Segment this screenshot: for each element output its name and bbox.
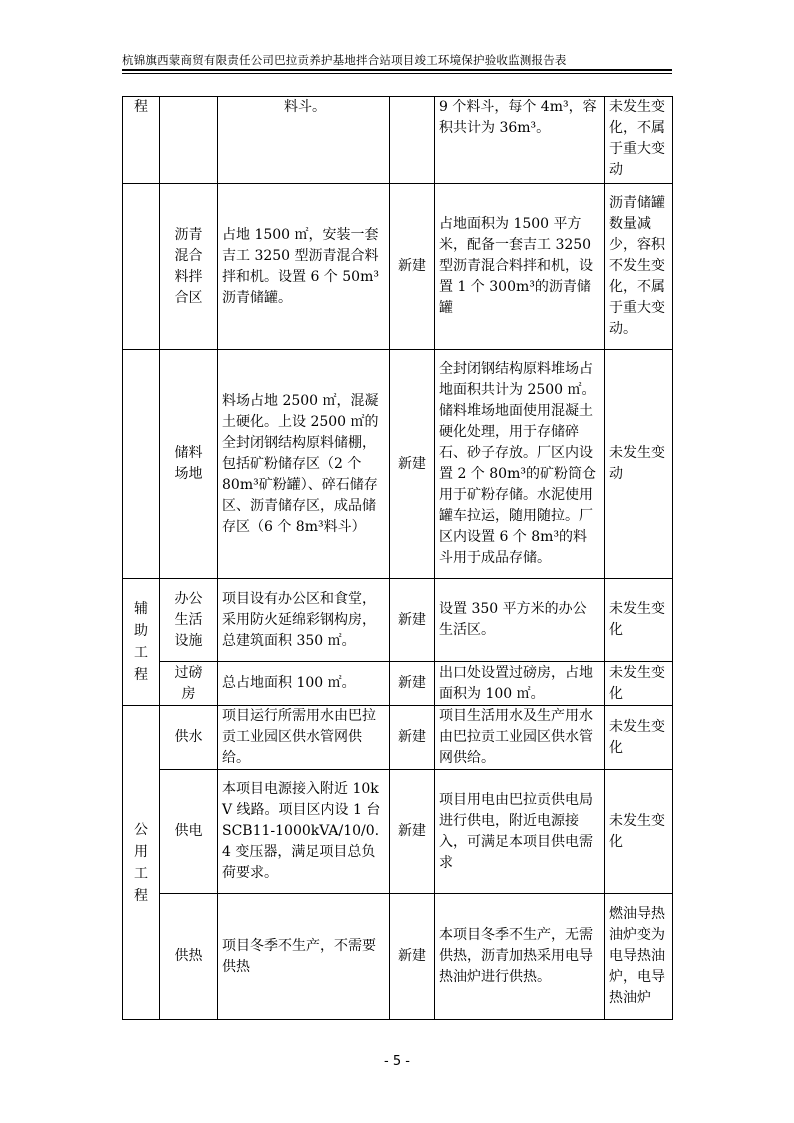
item-name-cell: 供水 [160,706,218,770]
table-row [123,894,673,1020]
item-name-cell [160,184,218,350]
page-number: - 5 - [384,1054,410,1069]
change-status-cell: 沥青储罐数量减少，容积不发生变化，不属于重大变动。 [605,184,673,350]
header-rule-thin [122,73,672,74]
construction-type-cell: 新建 [390,350,435,579]
item-name: 办公生活设施 [174,590,203,649]
group-label: 程 [134,99,148,115]
actual-content-cell: 项目生活用水及生产用水由巴拉贡工业园区供水管网供给。 [435,706,605,770]
actual-content-cell: 出口处设置过磅房，占地面积为 100 ㎡。 [435,662,605,706]
table-row [123,662,673,706]
change-status-cell: 未发生变化 [605,706,673,770]
group-cell-main-engineering-cont [123,184,160,350]
construction-type-cell: 新建 [390,770,435,894]
item-name-cell [160,97,218,184]
report-header-title: 杭锦旗西蒙商贸有限责任公司巴拉贡养护基地拌合站项目竣工环境保护验收监测报告表 [122,53,567,67]
item-name: 过磅房 [174,664,203,702]
actual-content-cell: 本项目冬季不生产，无需供热，沥青加热采用电导热油炉进行供热。 [435,894,605,1020]
group-cell-main-engineering [123,97,160,184]
construction-type-cell [390,97,435,184]
actual-content-cell: 占地面积为 1500 平方米，配备一套吉工 3250 型沥青混合料拌和机，设置 1 个 300m³的沥青储罐 [435,184,605,350]
item-name: 储料场地 [174,445,203,482]
change-status-cell: 未发生变化 [605,662,673,706]
change-status-cell: 未发生变化，不属于重大变动 [605,97,673,184]
change-status-cell: 未发生变化 [605,579,673,662]
item-name-cell [160,662,218,706]
planned-content-cell: 料斗。 [218,97,390,184]
change-status-cell: 未发生变化 [605,770,673,894]
actual-content-cell: 项目用电由巴拉贡供电局进行供电，附近电源接入，可满足本项目供电需求 [435,770,605,894]
construction-type-cell: 新建 [390,894,435,1020]
item-name-cell [160,350,218,579]
group-label: 公用工程 [134,821,148,904]
change-status-cell: 燃油导热油炉变为电导热油炉，电导热油炉 [605,894,673,1020]
construction-type-cell: 新建 [390,662,435,706]
actual-content-cell: 全封闭钢结构原料堆场占地面积共计为 2500 ㎡。储料堆场地面使用混凝土硬化处理，用于存储碎石、砂子存放。厂区内设置 2 个 80m³的矿粉筒仓用于矿粉存储。水泥使用罐车拉运，随用随拉。厂区内设置 6 个 8m³的料斗用于成品存储。 [435,350,605,579]
table-row [123,97,673,184]
table-row [123,350,673,579]
item-name-cell: 供电 [160,770,218,894]
planned-content-cell: 总占地面积 100 ㎡。 [218,662,390,706]
construction-type-cell: 新建 [390,184,435,350]
actual-content-cell: 9 个料斗，每个 4m³，容积共计为 36m³。 [435,97,605,184]
change-status-cell: 未发生变动 [605,350,673,579]
project-composition-table [122,96,673,1020]
table-row [123,184,673,350]
header-rule-thick [122,69,672,71]
planned-content-cell: 占地 1500 ㎡，安装一套吉工 3250 型沥青混合料拌和机。设置 6 个 50m³沥青储罐。 [218,184,390,350]
item-name-cell: 供热 [160,894,218,1020]
planned-content-cell: 项目设有办公区和食堂，采用防火延绵彩钢构房，总建筑面积 350 ㎡。 [218,579,390,662]
planned-content-cell: 本项目电源接入附近 10kV 线路。项目区内设 1 台 SCB11-1000kVA/10/0.4 变压器，满足项目总负荷要求。 [218,770,390,894]
actual-content-cell: 设置 350 平方米的办公生活区。 [435,579,605,662]
planned-content-cell: 项目运行所需用水由巴拉贡工业园区供水管网供给。 [218,706,390,770]
group-label: 辅助工程 [134,601,148,683]
planned-content-cell: 料场占地 2500 ㎡，混凝土硬化。上设 2500 ㎡的全封闭钢结构原料储棚，包括矿粉储存区（2 个 80m³矿粉罐）、碎石储存区、沥青储存区，成品储存区（6 个 8m³料斗） [218,350,390,579]
group-cell-public-engineering [123,706,160,1020]
item-name-cell [160,579,218,662]
group-cell-main-engineering-cont [123,350,160,579]
item-name: 沥青混合料拌合区 [174,226,203,306]
table-row [123,579,673,662]
table-row [123,770,673,894]
construction-type-cell: 新建 [390,579,435,662]
planned-content-cell: 项目冬季不生产，不需要供热 [218,894,390,1020]
group-cell-auxiliary-engineering [123,579,160,706]
construction-type-cell: 新建 [390,706,435,770]
table-row [123,706,673,770]
